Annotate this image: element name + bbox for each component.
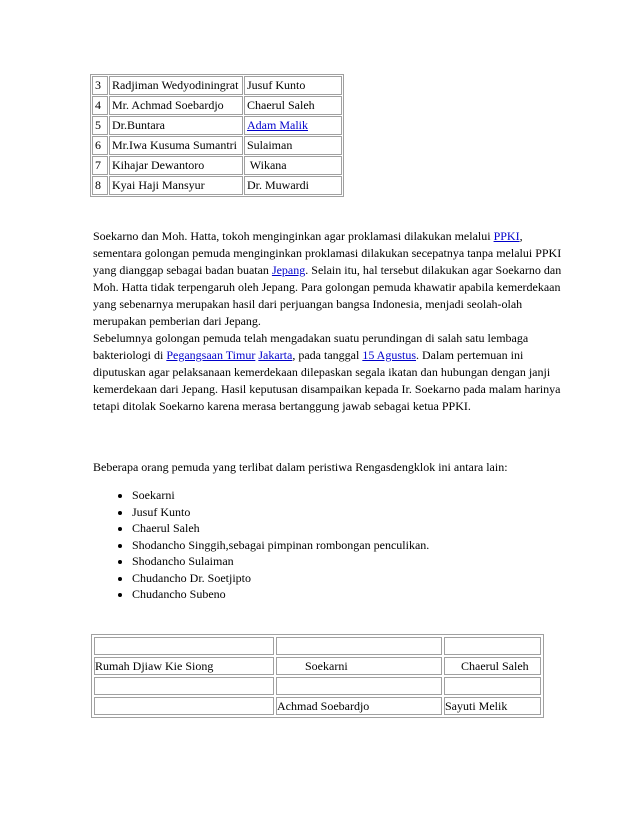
- names-table: [90, 74, 344, 197]
- list-item: • Soekarni: [132, 487, 429, 504]
- row-number: 5: [92, 116, 108, 135]
- youth-group-name: Jusuf Kunto: [244, 76, 342, 95]
- person-name: Soekarni: [305, 659, 348, 673]
- text: , pada tanggal: [292, 348, 363, 362]
- people-list: [117, 487, 429, 603]
- youth-group-name: Chaerul Saleh: [244, 96, 342, 115]
- list-item: • Chudancho Dr. Soetjipto: [132, 570, 429, 587]
- row-number: 4: [92, 96, 108, 115]
- table-cell: [94, 697, 274, 715]
- text: . Dalam pertemuan ini diputuskan agar pelaksanaan kemerdekaan dilepaskan segala ikatan dan hubungan dengan janji kemerdekaan dari Jepang. Hasil keputusan disampaikan kepada Ir. Soekarno pada malam harinya tetapi ditolak Soekarno karena merasa bertanggung jawab sebagai ketua PPKI.: [93, 348, 561, 413]
- table-cell: [276, 637, 442, 655]
- table-row: [92, 156, 342, 175]
- table-cell: [444, 637, 541, 655]
- table-row: [94, 697, 541, 715]
- table-row: [94, 677, 541, 695]
- location-cell: Rumah Djiaw Kie Siong: [94, 657, 274, 675]
- list-item: • Chudancho Subeno: [132, 586, 429, 603]
- text: , sementara golongan pemuda menginginkan proklamasi dilakukan secepatnya tanpa melalui PPKI yang dianggap sebagai badan buatan: [93, 229, 562, 277]
- list-item: • Jusuf Kunto: [132, 504, 429, 521]
- text: Soekarno dan Moh. Hatta, tokoh menginginkan agar proklamasi dilakukan melalui: [93, 229, 494, 243]
- youth-group-name: Dr. Muwardi: [244, 176, 342, 195]
- row-number: 7: [92, 156, 108, 175]
- youth-group-name: Sulaiman: [244, 136, 342, 155]
- person-cell: [276, 657, 442, 675]
- older-group-name: Mr. Achmad Soebardjo: [109, 96, 243, 115]
- table-row: [92, 136, 342, 155]
- row-number: 8: [92, 176, 108, 195]
- text: Sebelumnya golongan pemuda telah mengadakan suatu perundingan di salah satu lembaga bakteriologi di: [93, 331, 529, 362]
- row-number: 3: [92, 76, 108, 95]
- person-cell: Achmad Soebardjo: [276, 697, 442, 715]
- text: . Selain itu, hal tersebut dilakukan agar Soekarno dan Moh. Hatta tidak terpengaruh oleh Jepang. Para golongan pemuda khawatir apabila kemerdekaan yang sebenarnya merupakan hasil dari perjuangan bangsa Indonesia, menjadi seolah-olah merupakan pemberian dari Jepang.: [93, 263, 562, 328]
- list-item: • Shodancho Sulaiman: [132, 553, 429, 570]
- youth-group-name: Wikana: [244, 156, 342, 175]
- list-item: • Shodancho Singgih,sebagai pimpinan rombongan penculikan.: [132, 537, 429, 554]
- table-row: [92, 96, 342, 115]
- older-group-name: Dr.Buntara: [109, 116, 243, 135]
- table-cell: [444, 677, 541, 695]
- older-group-name: Mr.Iwa Kusuma Sumantri: [109, 136, 243, 155]
- adam-malik-link[interactable]: Adam Malik: [247, 118, 308, 132]
- jepang-link[interactable]: Jepang: [271, 263, 306, 277]
- paragraph-ppki: [93, 228, 563, 330]
- table-row: [92, 176, 342, 195]
- person-cell: Sayuti Melik: [444, 697, 541, 715]
- pegangsaan-timur-link[interactable]: Pegangsaan Timur: [166, 348, 256, 362]
- older-group-name: Radjiman Wedyodiningrat: [109, 76, 243, 95]
- list-item: • Chaerul Saleh: [132, 520, 429, 537]
- paragraph-meeting: [93, 330, 563, 415]
- table-row: [92, 116, 342, 135]
- ppki-link[interactable]: PPKI: [493, 229, 520, 243]
- older-group-name: Kyai Haji Mansyur: [109, 176, 243, 195]
- row-number: 6: [92, 136, 108, 155]
- person-cell: [444, 657, 541, 675]
- table-cell: [94, 637, 274, 655]
- person-name: Chaerul Saleh: [461, 659, 529, 673]
- 15-agustus-link[interactable]: 15 Agustus: [362, 348, 416, 362]
- table-row: [94, 657, 541, 675]
- table-row: [94, 637, 541, 655]
- older-group-name: Kihajar Dewantoro: [109, 156, 243, 175]
- table-row: [92, 76, 342, 95]
- youth-group-name: [244, 116, 342, 135]
- table-cell: [94, 677, 274, 695]
- jakarta-link[interactable]: Jakarta: [258, 348, 293, 362]
- paragraph-intro-list: Beberapa orang pemuda yang terlibat dalam peristiwa Rengasdengklok ini antara lain:: [93, 460, 508, 474]
- location-table: [91, 634, 544, 718]
- table-cell: [276, 677, 442, 695]
